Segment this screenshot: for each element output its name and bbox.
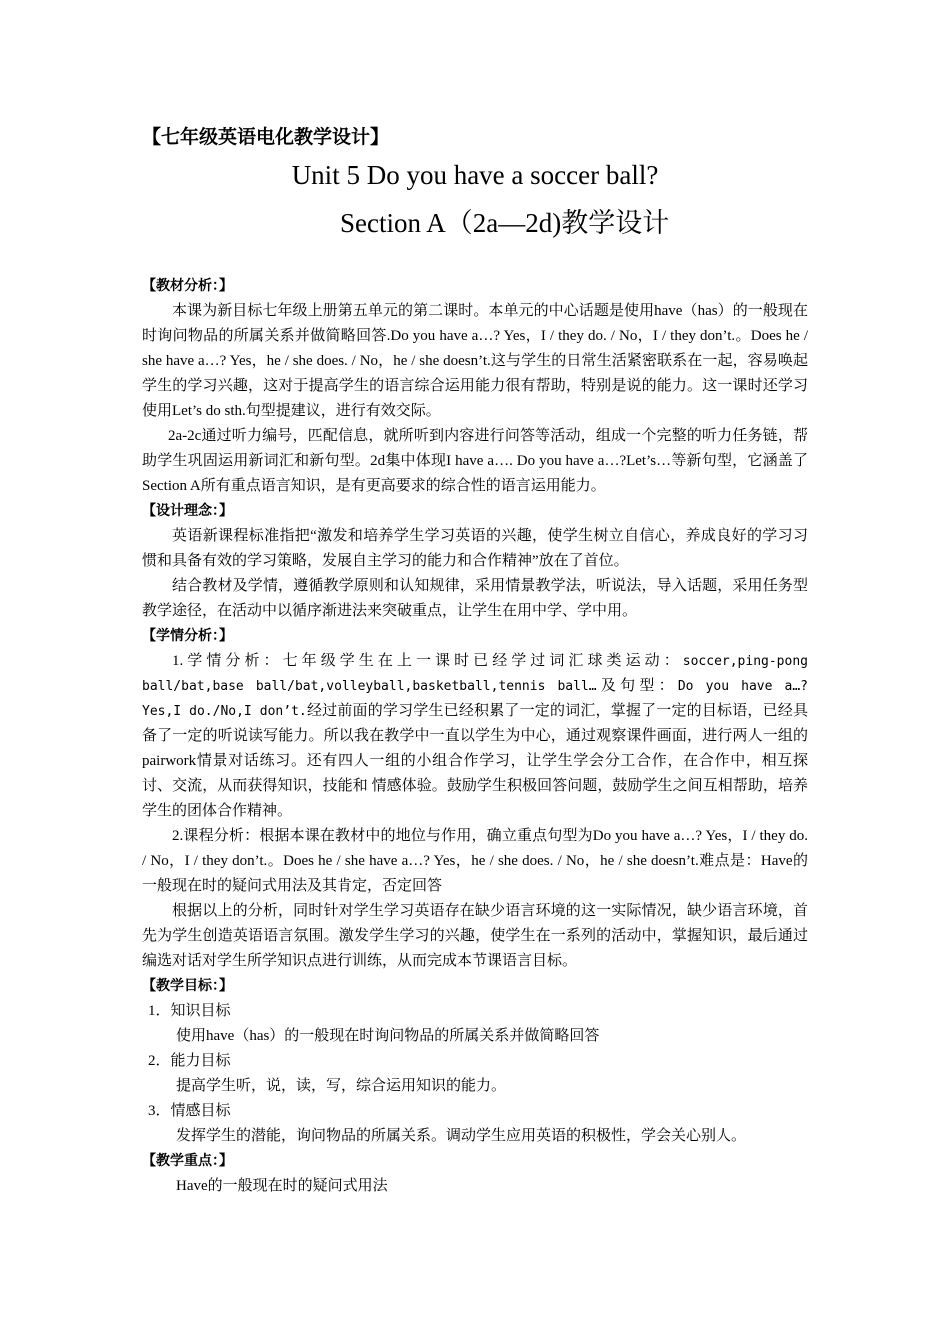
learners-pattern: Do you have a…? Yes,I do./No,I don’t.: [142, 679, 808, 719]
concept-heading: 【设计理念：】: [142, 503, 233, 519]
focus-heading: 【教学重点：】: [142, 1153, 233, 1169]
concept-paragraph-1: 英语新课程标准指把“激发和培养学生学习英语的兴趣，使学生树立自信心，养成良好的学习习惯和具备有效的学习策略，发展自主学习的能力和合作精神”放在了首位。: [142, 528, 808, 569]
focus-text: Have的一般现在时的疑问式用法: [176, 1178, 388, 1194]
unit-title: Unit 5 Do you have a soccer ball?: [291, 160, 659, 190]
goal-2-text: 提高学生听，说，读，写，综合运用知识的能力。: [176, 1078, 507, 1094]
analysis-heading: 【教材分析：】: [142, 278, 233, 294]
goal-2-number: 2．能力目标: [148, 1053, 231, 1069]
goal-3-text: 发挥学生的潜能，询问物品的所属关系。调动学生应用英语的积极性，学会关心别人。: [176, 1128, 747, 1144]
document-tag: 【七年级英语电化教学设计】: [142, 126, 390, 148]
analysis-paragraph-1: 本课为新目标七年级上册第五单元的第二课时。本单元的中心话题是使用have（has）的一般现在时询问物品的所属关系并做简略回答.Do you have a…? Yes，I / they do. / No，I / they don’t.。Does he / she have a…? Yes，he / she does. / No，he / she doesn’t.这与学生的日常生活紧密联系在一起，容易唤起学生的学习兴趣，这对于提高学生的语言综合运用能力很有帮助，特别是说的能力。这一课时还学习使用Let’s do sth.句型提建议，进行有效交际。: [142, 303, 808, 419]
learners-vocabulary: soccer,ping-pong ball/bat,base ball/bat,volleyball,basketball,tennis ball…: [142, 654, 808, 694]
goal-1-number: 1．知识目标: [148, 1003, 231, 1019]
document-body: [142, 274, 808, 1199]
learners-intro: 1.学情分析：七年级学生在上一课时已经学过词汇球类运动：: [172, 653, 683, 669]
goals-heading: 【教学目标：】: [142, 978, 233, 994]
learners-paragraph-3: 根据以上的分析，同时针对学生学习英语存在缺少语言环境的这一实际情况，缺少语言环境，首先为学生创造英语语言氛围。激发学生学习的兴趣，使学生在一系列的活动中，掌握知识，最后通过编选对话对学生所学知识点进行训练，从而完成本节课语言目标。: [142, 903, 808, 969]
learners-heading: 【学情分析：】: [142, 628, 233, 644]
learners-mid: 及句型：: [596, 678, 678, 694]
learners-paragraph-1: [142, 649, 808, 824]
concept-paragraph-2: 结合教材及学情，遵循教学原则和认知规律，采用情景教学法，听说法，导入话题，采用任务型教学途径，在活动中以循序渐进法来突破重点，让学生在用中学、学中用。: [142, 578, 808, 619]
learners-rest: 经过前面的学习学生已经积累了一定的词汇，掌握了一定的目标语，已经具备了一定的听说读写能力。所以我在教学中一直以学生为中心，通过观察课件画面，进行两人一组的pairwork情景对话练习。还有四人一组的小组合作学习，让学生学会分工合作，在合作中，相互探讨、交流，从而获得知识，技能和 情感体验。鼓励学生积极回答问题，鼓励学生之间互相帮助，培养学生的团体合作精神。: [142, 703, 808, 819]
analysis-paragraph-2: 2a-2c通过听力编号，匹配信息，就所听到内容进行问答等活动，组成一个完整的听力任务链，帮助学生巩固运用新词汇和新句型。2d集中体现I have a…. Do you have a…?Let’s…等新句型，它涵盖了Section A所有重点语言知识，是有更高要求的综合性的语言运用能力。: [142, 428, 808, 494]
goal-3-number: 3．情感目标: [148, 1103, 231, 1119]
learners-paragraph-2: 2.课程分析：根据本课在教材中的地位与作用，确立重点句型为Do you have a…? Yes，I / they do. / No，I / they don’t.。Does he / she have a…? Yes，he / she does. / No，he / she doesn’t.难点是：Have的一般现在时的疑问式用法及其肯定，否定回答: [142, 828, 808, 894]
section-title: Section A（2a—2d)教学设计: [340, 208, 670, 238]
goal-1-text: 使用have（has）的一般现在时询问物品的所属关系并做简略回答: [176, 1028, 600, 1044]
